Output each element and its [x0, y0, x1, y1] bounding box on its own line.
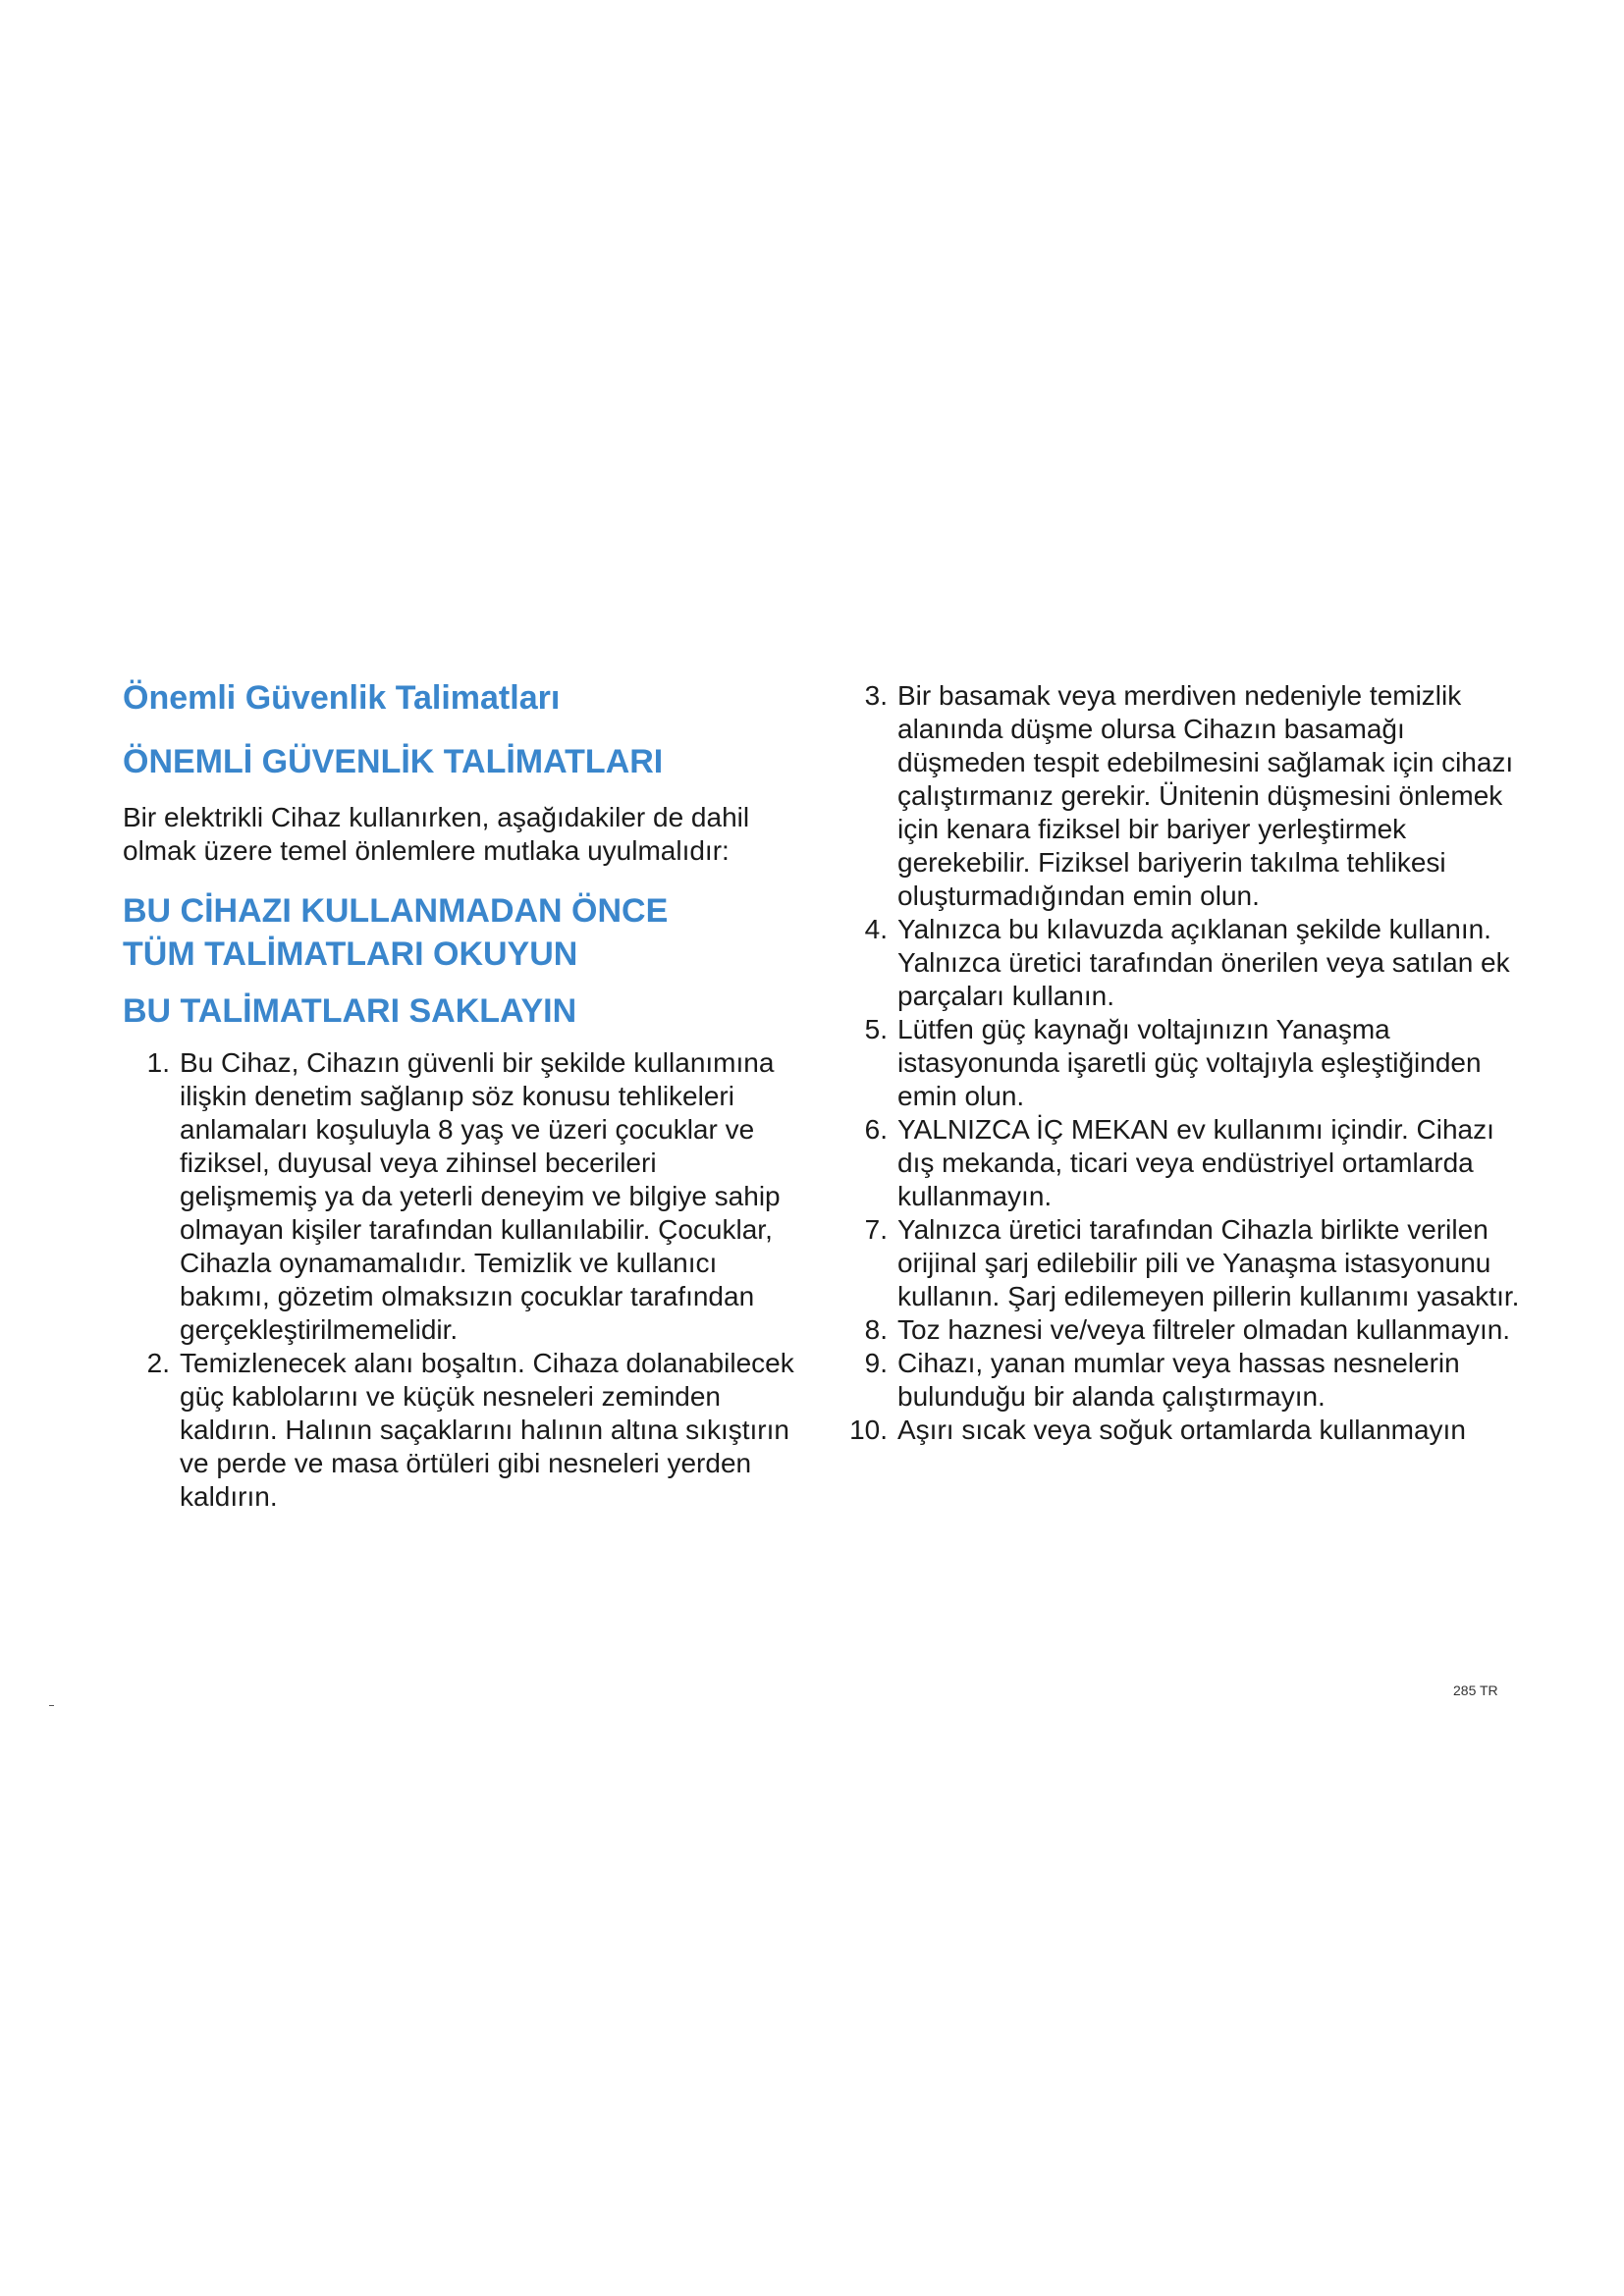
- list-item: [123, 1046, 800, 1347]
- item-number: 8.: [864, 1314, 888, 1345]
- item-number: 7.: [864, 1214, 888, 1245]
- item-number: 9.: [864, 1348, 888, 1378]
- left-column: [123, 677, 800, 1514]
- item-text: Cihazı, yanan mumlar veya hassas nesnelerin bulunduğu bir alanda çalıştırmayın.: [897, 1348, 1460, 1412]
- list-item: [846, 1347, 1534, 1414]
- warning-line-1: BU CİHAZI KULLANMADAN ÖNCE: [123, 892, 669, 930]
- item-number: 6.: [864, 1114, 888, 1145]
- item-text: Yalnızca üretici tarafından Cihazla birlikte verilen orijinal şarj edilebilir pili ve Yanaşma istasyonunu kullanın. Şarj edilemeyen pillerin kullanımı yasaktır.: [897, 1214, 1520, 1311]
- section-title: Önemli Güvenlik Talimatları: [123, 679, 561, 717]
- item-number: 3.: [864, 680, 888, 711]
- page-number: 285 TR: [1453, 1682, 1498, 1698]
- important-safety-heading: ÖNEMLİ GÜVENLİK TALİMATLARI: [123, 743, 664, 780]
- item-number: 4.: [864, 914, 888, 944]
- item-text: Lütfen güç kaynağı voltajınızın Yanaşma istasyonunda işaretli güç voltajıyla eşleştiğinden emin olun.: [897, 1014, 1482, 1111]
- item-text: Temizlenecek alanı boşaltın. Cihaza dolanabilecek güç kablolarını ve küçük nesneleri zeminden kaldırın. Halının saçaklarını halının altına sıkıştırın ve perde ve masa örtüleri gibi nesneleri yerden kaldırın.: [180, 1348, 794, 1512]
- list-item: [846, 1013, 1534, 1113]
- list-item: [846, 1414, 1534, 1447]
- item-number: 2.: [146, 1348, 170, 1378]
- list-item: [846, 913, 1534, 1013]
- list-item: [846, 1313, 1534, 1347]
- item-number: 1.: [146, 1047, 170, 1078]
- read-instructions-warning: [123, 889, 800, 976]
- item-text: Bir basamak veya merdiven nedeniyle temizlik alanında düşme olursa Cihazın basamağı düşmeden tespit edebilmesini sağlamak için cihazı çalıştırmanız gerekir. Ünitenin düşmesini önlemek için kenara fiziksel bir bariyer yerleştirmek gerekebilir. Fiziksel bariyerin takılma tehlikesi oluşturmadığından emin olun.: [897, 680, 1514, 911]
- margin-mark: [49, 1705, 54, 1706]
- item-text: Aşırı sıcak veya soğuk ortamlarda kullanmayın: [897, 1415, 1466, 1445]
- safety-list-left: [123, 1046, 800, 1514]
- item-text: Toz haznesi ve/veya filtreler olmadan kullanmayın.: [897, 1314, 1511, 1345]
- item-text: Yalnızca bu kılavuzda açıklanan şekilde kullanın. Yalnızca üretici tarafından önerilen veya satılan ek parçaları kullanın.: [897, 914, 1510, 1011]
- list-item: [846, 1213, 1534, 1313]
- right-column: [846, 679, 1534, 1447]
- safety-list-right: [846, 679, 1534, 1447]
- item-text: YALNIZCA İÇ MEKAN ev kullanımı içindir. Cihazı dış mekanda, ticari veya endüstriyel ortamlarda kullanmayın.: [897, 1114, 1494, 1211]
- warning-line-2: TÜM TALİMATLARI OKUYUN: [123, 935, 578, 973]
- list-item: [846, 679, 1534, 913]
- save-instructions-heading: BU TALİMATLARI SAKLAYIN: [123, 992, 577, 1030]
- item-number: 10.: [849, 1415, 888, 1445]
- list-item: [846, 1113, 1534, 1213]
- list-item: [123, 1347, 800, 1514]
- item-number: 5.: [864, 1014, 888, 1044]
- item-text: Bu Cihaz, Cihazın güvenli bir şekilde kullanımına ilişkin denetim sağlanıp söz konusu tehlikeleri anlamaları koşuluyla 8 yaş ve üzeri çocuklar ve fiziksel, duyusal veya zihinsel becerileri gelişmemiş ya da yeterli deneyim ve bilgiye sahip olmayan kişiler tarafından kullanılabilir. Çocuklar, Cihazla oynamamalıdır. Temizlik ve kullanıcı bakımı, gözetim olmaksızın çocuklar tarafından gerçekleştirilmemelidir.: [180, 1047, 781, 1345]
- intro-paragraph: Bir elektrikli Cihaz kullanırken, aşağıdakiler de dahil olmak üzere temel önlemlere mutlaka uyulmalıdır:: [123, 802, 750, 866]
